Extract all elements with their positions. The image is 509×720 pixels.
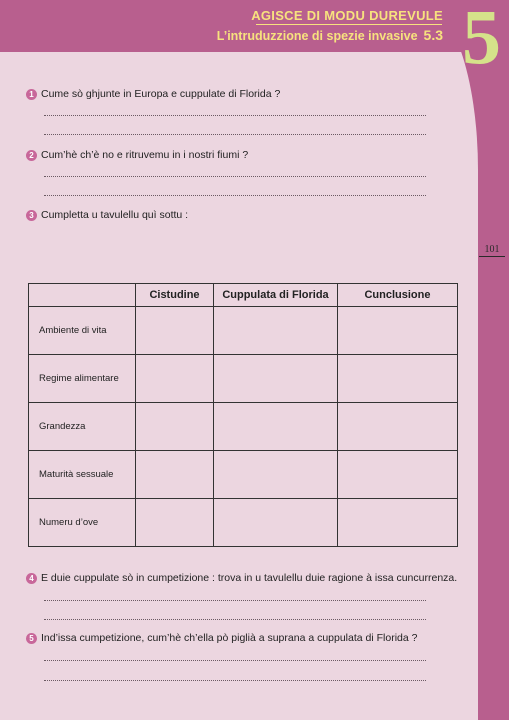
answer-cell[interactable] (214, 403, 338, 451)
question-text: Cumpletta u tavulellu quì sottu : (41, 209, 189, 221)
answer-cell[interactable] (136, 403, 214, 451)
question-text: Cum’hè ch’è no e ritruvemu in i nostri fiumi ? (41, 149, 249, 161)
question-number-badge: 2 (26, 150, 37, 161)
question-text: Cume sò ghjunte in Europa e cuppulate di Florida ? (41, 88, 281, 100)
chapter-number: 5 (462, 0, 501, 80)
question-text: E duie cuppulate sò in cumpetizione : trova in u tavulellu duie ragione à issa cuncurrenza. (41, 572, 458, 584)
answer-line[interactable] (44, 115, 426, 116)
answer-line[interactable] (44, 195, 426, 196)
question-number-badge: 4 (26, 573, 37, 584)
answer-line[interactable] (44, 619, 426, 620)
table-header-cell (29, 284, 136, 307)
row-label: Grandezza (29, 403, 136, 451)
question-number-badge: 5 (26, 633, 37, 644)
question-1 (26, 88, 280, 100)
table-row (29, 307, 458, 355)
question-number-badge: 1 (26, 89, 37, 100)
table-row (29, 499, 458, 547)
answer-cell[interactable] (136, 499, 214, 547)
header-divider (256, 24, 442, 25)
table-header-cell: Cunclusione (338, 284, 458, 307)
section-number: 5.3 (423, 27, 443, 43)
question-number-badge: 3 (26, 210, 37, 221)
table-header-cell: Cuppulata di Florida (214, 284, 338, 307)
question-text: Ind’issa cumpetizione, cum’hè ch’ella pò piglià a suprana a cuppulata di Florida ? (41, 632, 418, 644)
answer-cell[interactable] (214, 499, 338, 547)
answer-cell[interactable] (338, 451, 458, 499)
row-label: Ambiente di vita (29, 307, 136, 355)
question-5 (26, 632, 417, 644)
question-3 (26, 209, 188, 221)
question-4 (26, 572, 457, 584)
table-header-cell: Cistudine (136, 284, 214, 307)
answer-line[interactable] (44, 134, 426, 135)
answer-line[interactable] (44, 600, 426, 601)
answer-cell[interactable] (136, 307, 214, 355)
answer-cell[interactable] (136, 451, 214, 499)
answer-cell[interactable] (338, 499, 458, 547)
header-subtitle (217, 27, 443, 43)
comparison-table (28, 283, 458, 547)
answer-cell[interactable] (338, 355, 458, 403)
table-header-row (29, 284, 458, 307)
page-header (0, 0, 509, 52)
answer-cell[interactable] (214, 451, 338, 499)
answer-cell[interactable] (338, 307, 458, 355)
row-label: Regime alimentare (29, 355, 136, 403)
table-row (29, 355, 458, 403)
answer-cell[interactable] (214, 355, 338, 403)
answer-cell[interactable] (214, 307, 338, 355)
answer-line[interactable] (44, 660, 426, 661)
page-number: 101 (479, 244, 505, 257)
table-row (29, 451, 458, 499)
question-2 (26, 149, 248, 161)
row-label: Maturità sessuale (29, 451, 136, 499)
answer-line[interactable] (44, 176, 426, 177)
header-subtitle-text: L’intruduzzione di spezie invasive (216, 29, 418, 43)
answer-cell[interactable] (136, 355, 214, 403)
answer-cell[interactable] (338, 403, 458, 451)
row-label: Numeru d’ove (29, 499, 136, 547)
table-row (29, 403, 458, 451)
answer-line[interactable] (44, 680, 426, 681)
header-title: AGISCE DI MODU DUREVULE (251, 8, 443, 23)
